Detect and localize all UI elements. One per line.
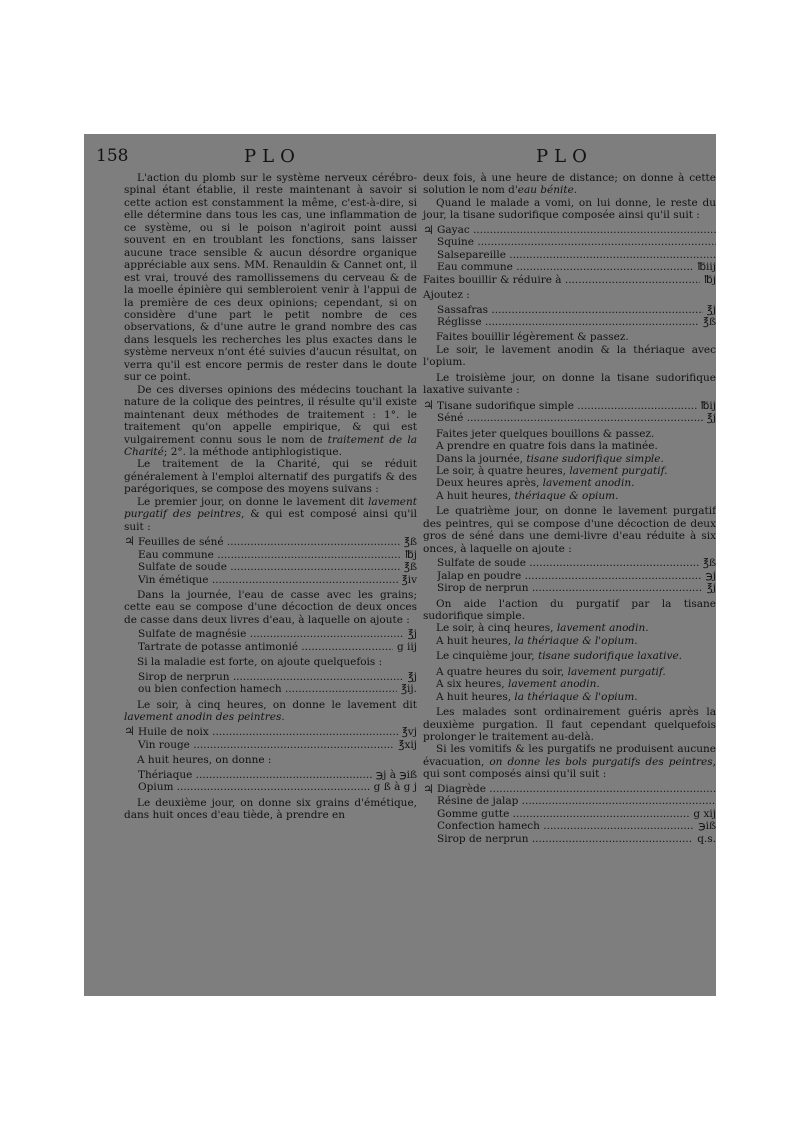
paragraph: Deux heures après, lavement anodin. xyxy=(436,477,635,490)
rx-line: ♃ Huile de noix ..... ℥vj xyxy=(124,725,417,738)
prescription-lavement-purgatif xyxy=(124,535,417,586)
paragraph: Ajoutez : xyxy=(423,289,470,302)
paragraph: Dans la journée, tisane sudorifique simple. xyxy=(436,452,664,465)
jupiter-rx-icon: ♃ xyxy=(124,725,135,739)
prescription-tisane-laxative xyxy=(423,399,716,425)
left-column xyxy=(124,172,417,822)
paragraph: A quatre heures du soir, lavement purgatif. xyxy=(436,665,666,678)
rx-line: Vin rouge ..... ℥xij xyxy=(124,739,417,751)
prescription-lavement-4e-jour xyxy=(423,557,716,594)
paragraph: On aide l'action du purgatif par la tisane sudorifique simple. xyxy=(423,597,716,622)
rx-line: Sulfate de soude ..... ℥ß xyxy=(437,557,716,569)
paragraph: Si la maladie est forte, on ajoute quelquefois : xyxy=(137,656,383,669)
rx-line: Gomme gutte ..... g xij xyxy=(423,808,716,820)
paragraph: Le troisième jour, on donne la tisane sudorifique laxative suivante : xyxy=(423,371,716,397)
rx-line: Squine ..... xyxy=(437,236,716,248)
paragraph: Quand le malade a vomi, on lui donne, le reste du jour, la tisane sudorifique composée ainsi qu'il suit : xyxy=(423,196,716,222)
running-head-right: PLO xyxy=(536,146,593,167)
rx-line: Diagrède ..... xyxy=(437,783,716,795)
paragraph: Le soir, à cinq heures, lavement anodin. xyxy=(436,622,649,635)
rx-line: Eau commune ..... ℔j xyxy=(124,549,417,561)
paragraph: Faites jeter quelques bouillons & passez. xyxy=(436,427,655,440)
paragraph: De ces diverses opinions des médecins touchant la nature de la colique des peintres, il résulte qu'il existe maintenant deux méthodes de traitement : 1°. le traitement qu'on appelle empirique, & qui est vulgairement connu sous le nom de traitement de la Charité; 2°. la méthode antiphlogistique. xyxy=(124,383,417,458)
rx-line: Sirop de nerprun ..... q.s. xyxy=(423,833,716,845)
rx-line: Sassafras ..... ℥j xyxy=(437,304,716,316)
rx-line: Résine de jalap ..... xyxy=(437,795,716,807)
rx-line: Sulfate de magnésie ..... ℥j xyxy=(138,628,417,640)
paragraph: Le soir, le lavement anodin & la thériaque avec l'opium. xyxy=(423,343,716,369)
paragraph: A huit heures, on donne : xyxy=(137,754,272,767)
paragraph: deux fois, à une heure de distance; on donne à cette solution le nom d'eau bénite. xyxy=(423,172,716,197)
paragraph: A prendre en quatre fois dans la matinée. xyxy=(436,440,658,453)
paragraph: Si les vomitifs & les purgatifs ne produisent aucune évacuation, on donne les bols purgatifs des peintres, qui sont composés ainsi qu'il suit : xyxy=(423,743,716,781)
paragraph: Le soir, à cinq heures, on donne le lavement dit lavement anodin des peintres. xyxy=(124,698,417,724)
rx-line: Confection hamech ..... ℈iß xyxy=(423,820,716,832)
page-number: 158 xyxy=(96,146,129,166)
paragraph: Le deuxième jour, on donne six grains d'émétique, dans huit onces d'eau tiède, à prendre en xyxy=(124,796,417,822)
page-header xyxy=(84,144,716,170)
rx-line: Opium ..... g ß à g j xyxy=(138,781,417,793)
prescription-addition xyxy=(124,671,417,696)
prescription-eau-de-casse xyxy=(124,628,417,653)
paragraph: A huit heures, la thériaque & l'opium. xyxy=(436,690,638,703)
paragraph: Le premier jour, on donne le lavement dit lavement purgatif des peintres, & qui est composé ainsi qu'il suit : xyxy=(124,495,417,533)
rx-line: Salsepareille ..... xyxy=(437,249,716,261)
rx-line: Réglisse ..... ℥ß xyxy=(437,316,716,328)
jupiter-rx-icon: ♃ xyxy=(124,535,135,549)
paragraph: Les malades sont ordinairement guéris après la deuxième purgation. Il faut cependant quelquefois prolonger le traitement au-delà. xyxy=(423,706,716,744)
running-head-left: PLO xyxy=(244,146,301,167)
paragraph: Faites bouillir légèrement & passez. xyxy=(436,331,629,344)
paragraph: A huit heures, thériaque & opium. xyxy=(436,489,619,502)
jupiter-rx-icon: ♃ xyxy=(423,398,434,412)
rx-line: Tartrate de potasse antimonié ..... g iij xyxy=(138,641,417,653)
paragraph: A huit heures, la thériaque & l'opium. xyxy=(436,634,638,647)
paragraph: Le traitement de la Charité, qui se réduit généralement à l'emploi alternatif des purgatifs & des parégoriques, se compose des moyens suivans : xyxy=(124,458,417,496)
prescription-ajoutez xyxy=(423,304,716,329)
rx-line: Thériaque ..... ℈j à ℈iß xyxy=(138,769,417,781)
paragraph: Le quatrième jour, on donne le lavement purgatif des peintres, qui se compose d'une décoction de deux gros de séné dans une demi-livre d'eau réduite à six onces, à laquelle on ajoute : xyxy=(423,505,716,555)
rx-line: Gayac ..... xyxy=(437,224,716,236)
jupiter-rx-icon: ♃ xyxy=(423,222,434,237)
jupiter-rx-icon: ♃ xyxy=(423,781,434,796)
prescription-lavement-anodin xyxy=(124,725,417,751)
paragraph: A six heures, lavement anodin. xyxy=(436,678,600,691)
rx-line: ♃ Tisane sudorifique simple ..... ℔ij xyxy=(423,399,716,412)
rx-line: Faites bouillir & réduire à ..... ℔j xyxy=(423,274,716,286)
rx-line: Sirop de nerprun ..... ℥j xyxy=(138,671,417,683)
rx-line: ♃ Feuilles de séné ..... ℥ß xyxy=(124,535,417,548)
rx-line: Séné ..... ℥j xyxy=(423,412,716,424)
right-column xyxy=(423,172,716,848)
rx-line: Vin émétique ..... ℥iv xyxy=(124,574,417,586)
rx-line: Sirop de nerprun ..... ℥j xyxy=(437,582,716,594)
paragraph: Dans la journée, l'eau de casse avec les grains; cette eau se compose d'une décoction de deux onces de casse dans deux livres d'eau, à laquelle on ajoute : xyxy=(124,588,417,626)
rx-line: ou bien confection hamech ..... ℥ij. xyxy=(138,683,417,695)
paragraph: Le cinquième jour, tisane sudorifique laxative. xyxy=(436,650,682,663)
prescription-theriaque xyxy=(124,769,417,794)
rx-brace-group xyxy=(423,783,716,808)
rx-brace-group xyxy=(423,224,716,261)
prescription-tisane-sudorifique xyxy=(423,224,716,286)
paragraph: L'action du plomb sur le système nerveux cérébro-spinal étant établie, il reste maintenant à savoir si cette action est constamment la même, c'est-à-dire, si elle détermine dans tous les cas, une inflammation de ce système, ou si le poison n'agiroit point aussi souvent en en troublant les fonctions, sans laisser aucune trace sensible & aucun désordre organique appréciable aux sens. MM. Renauldin & Cannet ont, il est vrai, trouvé des ramollissemens du cerveau & de la moelle épinière qui sembleroient venir à l'appui de la première de ces deux opinions; cependant, si on considère d'une part le petit nombre de ces observations, & d'une autre le grand nombre des cas dans lesquels les recherches les plus exactes dans le système nerveux n'ont été suivies d'aucun résultat, on verra qu'il est encore permis de rester dans le doute sur ce point. xyxy=(124,172,417,384)
prescription-bols-purgatifs xyxy=(423,783,716,845)
rx-line: Jalap en poudre ..... ℈j xyxy=(437,570,716,582)
paragraph: Le soir, à quatre heures, lavement purgatif. xyxy=(436,464,668,477)
book-page xyxy=(84,134,716,996)
rx-line: Eau commune ..... ℔iij xyxy=(423,261,716,273)
rx-line: Sulfate de soude ..... ℥ß xyxy=(124,561,417,573)
